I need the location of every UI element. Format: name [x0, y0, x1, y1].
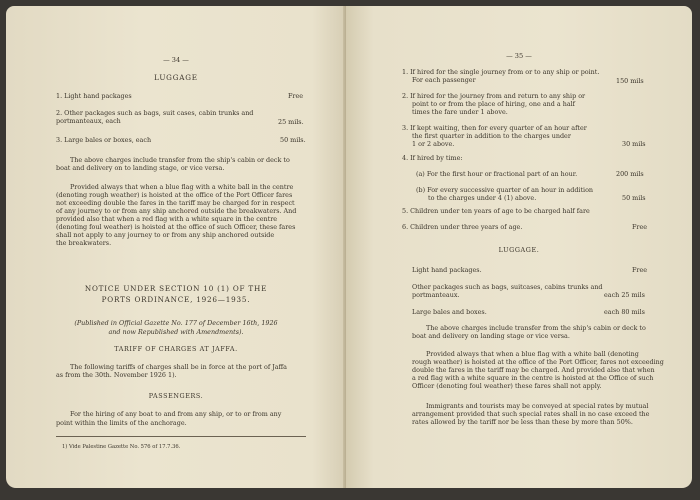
right-luggage-heading: LUGGAGE. [498, 246, 540, 254]
right-proviso-line: double the fares in the tariff may be charged. And provided also that when [412, 366, 655, 374]
luggage-item-1-value: Free [288, 92, 304, 100]
immigrants-line: Immigrants and tourists may be conveyed at special rates by mutual [426, 402, 649, 410]
luggage-item-1-label: 1. Light hand packages [56, 92, 132, 100]
fare-1-line-1: 1. If hired for the single journey from or to any ship or point. [402, 68, 600, 76]
right-proviso-line: Provided always that when a blue flag with a white ball (denoting [426, 350, 639, 358]
right-proviso-line: rough weather) is hoisted at the office of the Port Officer, fares not exceeding [412, 358, 664, 366]
right-luggage-1-label: Light hand packages. [412, 266, 482, 274]
published-note-line-2: and now Republished with Amendments). [108, 328, 244, 336]
tariff-line-1: The following tariffs of charges shall be in force at the port of Jaffa [70, 363, 287, 371]
left-proviso-line: the breakwaters. [56, 239, 112, 247]
right-note-line-2: boat and delivery on landing stage or vice versa. [412, 332, 570, 340]
tariff-line-2: as from the 30th. November 1926 1). [56, 371, 177, 379]
right-luggage-2-label2: portmanteaux. [412, 291, 460, 299]
right-note-line-1: The above charges include transfer from the ship's cabin or deck to [426, 324, 646, 332]
fare-4a-line-1: (a) For the first hour or fractional part of an hour. [416, 170, 578, 178]
fare-3-line-3: 1 or 2 above. [412, 140, 455, 148]
immigrants-line: arrangement provided that such special rates shall in no case exceed the [412, 410, 650, 418]
right-luggage-3-value: each 80 mils [604, 308, 645, 316]
right-proviso-line: Officer (denoting foul weather) these fares shall not apply. [412, 382, 602, 390]
left-proviso-line: shall not apply to any journey to or from any ship anchored outside [56, 231, 275, 239]
fare-2-line-1: 2. If hired for the journey from and return to any ship or [402, 92, 586, 100]
left-note-line-2: boat and delivery on to landing stage, or vice versa. [56, 164, 225, 172]
left-page-number: — 34 — [163, 56, 189, 64]
left-proviso-line: (denoting foul weather) is hoisted at the office of such Officer, these fares [56, 223, 296, 231]
luggage-item-3-value: 50 mils. [280, 136, 306, 144]
left-page [6, 6, 346, 488]
fare-6-value: Free [632, 223, 648, 231]
right-luggage-2-label: Other packages such as bags, suitcases, cabins trunks and [412, 283, 603, 291]
fare-4-line-1: 4. If hired by time: [402, 154, 463, 162]
right-proviso-line: a red flag with a white square in the centre is hoisted at the Office of such [412, 374, 654, 382]
fare-4b-line-1: (b) For every successive quarter of an hour in addition [416, 186, 594, 194]
fare-4b-line-2: to the charges under 4 (1) above. [428, 194, 537, 202]
fare-2-line-2: point to or from the place of hiring, one and a half [412, 100, 576, 108]
fare-3-line-2: the first quarter in addition to the charges under [412, 132, 571, 140]
fare-4b-value: 50 mils [622, 194, 646, 202]
left-proviso-line: (denoting rough weather) is hoisted at the office of the Port Officer fares [56, 191, 293, 199]
hiring-line-1: For the hiring of any boat to and from any ship, or to or from any [70, 410, 282, 418]
fare-6-line-1: 6. Children under three years of age. [402, 223, 523, 231]
luggage-item-2-value: 25 mils. [278, 118, 304, 126]
notice-heading-line-1: NOTICE UNDER SECTION 10 (1) OF THE [84, 284, 268, 293]
left-proviso-line: Provided always that when a blue flag with a white ball in the centre [70, 183, 294, 191]
fare-3-value: 30 mils [622, 140, 646, 148]
fare-1-value: 150 mils [616, 77, 644, 85]
right-page [346, 6, 692, 488]
fare-1-line-2: For each passenger [412, 76, 476, 84]
fare-5-line-1: 5. Children under ten years of age to be charged half fare [402, 207, 590, 215]
right-page-number: — 35 — [506, 52, 532, 60]
hiring-line-2: point within the limits of the anchorage. [56, 419, 187, 427]
tariff-heading: TARIFF OF CHARGES AT JAFFA. [114, 345, 238, 353]
footnote: 1) Vide Palestine Gazette No. 576 of 17.7.36. [62, 444, 181, 450]
right-luggage-2-value: each 25 mils [604, 291, 645, 299]
left-luggage-heading: LUGGAGE [154, 73, 198, 82]
left-proviso-line: not exceeding double the fares in the tariff may be charged for in respect [56, 199, 295, 207]
luggage-item-2-label2: portmanteaux, each [56, 117, 121, 125]
immigrants-line: rates allowed by the tariff nor be less than these by more than 50%. [412, 418, 633, 426]
notice-heading-line-2: PORTS ORDINANCE, 1926—1935. [101, 295, 251, 304]
footnote-rule [56, 436, 306, 437]
published-note-line-1: (Published in Official Gazette No. 177 of December 16th, 1926 [74, 319, 278, 327]
passengers-heading: PASSENGERS. [148, 392, 204, 400]
left-proviso-line: provided also that when a red flag with a white square in the centre [56, 215, 278, 223]
fare-3-line-1: 3. If kept waiting, then for every quarter of an hour after [402, 124, 587, 132]
right-luggage-3-label: Large bales and boxes. [412, 308, 487, 316]
left-note-line-1: The above charges include transfer from the ship's cabin or deck to [70, 156, 290, 164]
luggage-item-2-label: 2. Other packages such as bags, suit cases, cabin trunks and [56, 109, 254, 117]
luggage-item-3-label: 3. Large bales or boxes, each [56, 136, 152, 144]
fare-2-line-3: times the fare under 1 above. [412, 108, 508, 116]
fare-4a-value: 200 mils [616, 170, 644, 178]
right-luggage-1-value: Free [632, 266, 648, 274]
left-proviso-line: of any journey to or from any ship anchored outside the breakwaters. And [56, 207, 297, 215]
